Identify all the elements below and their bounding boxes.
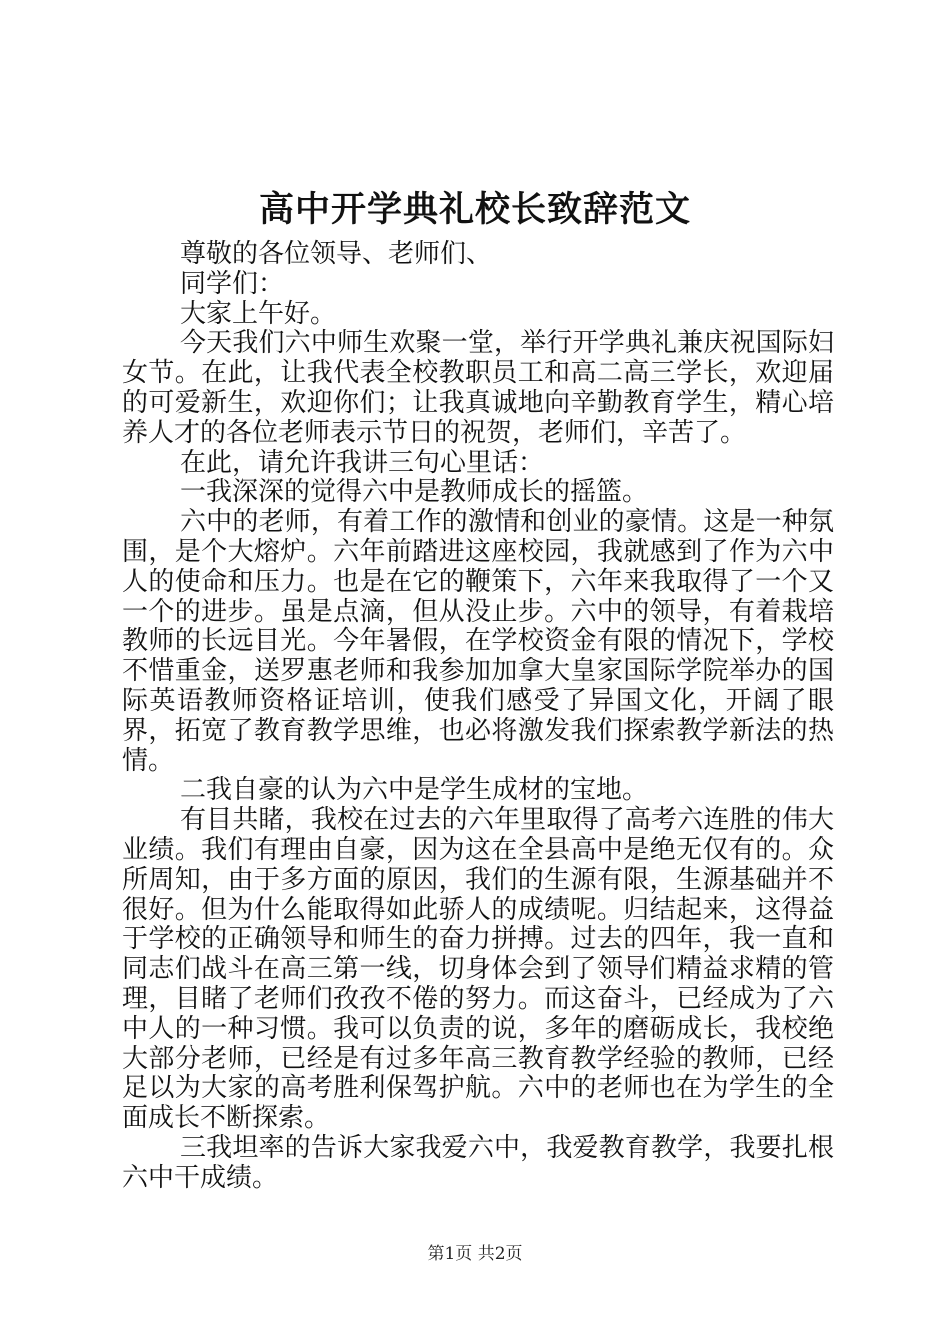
paragraph-point-two-body: 有目共睹，我校在过去的六年里取得了高考六连胜的伟大业绩。我们有理由自豪，因为这在全县高中是绝无仅有的。众所周知，由于多方面的原因，我们的生源有限，生源基础并不很好。但为什么能取得如此骄人的成绩呢。归结起来，这得益于学校的正确领导和师生的奋力拼搏。过去的四年，我一直和同志们战斗在高三第一线，切身体会到了领导们精益求精的管理，目睹了老师们孜孜不倦的努力。而这奋斗，已经成为了六中人的一种习惯。我可以负责的说，多年的磨砺成长，我校绝大部分老师，已经是有过多年高三教育教学经验的教师，已经足以为大家的高考胜利保驾护航。六中的老师也在为学生的全面成长不断探索。 bbox=[122, 805, 834, 1134]
paragraph-point-two-heading: 二我自豪的认为六中是学生成材的宝地。 bbox=[180, 775, 649, 806]
paragraph-point-three: 三我坦率的告诉大家我爱六中，我爱教育教学，我要扎根六中干成绩。 bbox=[122, 1132, 834, 1193]
page-number-footer: 第1页 共2页 bbox=[427, 1244, 523, 1264]
paragraph-salutation-1: 尊敬的各位领导、老师们、 bbox=[180, 239, 493, 269]
paragraph-intro-points: 在此，请允许我讲三句心里话： bbox=[180, 447, 545, 478]
paragraph-salutation-2: 同学们： bbox=[180, 268, 285, 299]
paragraph-point-one-heading: 一我深深的觉得六中是教师成长的摇篮。 bbox=[180, 477, 649, 508]
document-body bbox=[122, 240, 834, 1194]
paragraph-greeting: 大家上午好。 bbox=[180, 298, 337, 329]
document-title: 高中开学典礼校长致辞范文 bbox=[258, 189, 691, 230]
paragraph-point-one-body: 六中的老师，有着工作的激情和创业的豪情。这是一种氛围，是个大熔炉。六年前踏进这座校园，我就感到了作为六中人的使命和压力。也是在它的鞭策下，六年来我取得了一个又一个的进步。虽是点滴，但从没止步。六中的领导，有着栽培教师的长远目光。今年暑假，在学校资金有限的情况下，学校不惜重金，送罗惠老师和我参加加拿大皇家国际学院举办的国际英语教师资格证培训，使我们感受了异国文化，开阔了眼界，拓宽了教育教学思维，也必将激发我们探索教学新法的热情。 bbox=[122, 507, 834, 776]
paragraph-opening: 今天我们六中师生欢聚一堂，举行开学典礼兼庆祝国际妇女节。在此，让我代表全校教职员工和高二高三学长，欢迎届的可爱新生，欢迎你们；让我真诚地向辛勤教育学生，精心培养人才的各位老师表示节日的祝贺，老师们，辛苦了。 bbox=[122, 328, 834, 448]
